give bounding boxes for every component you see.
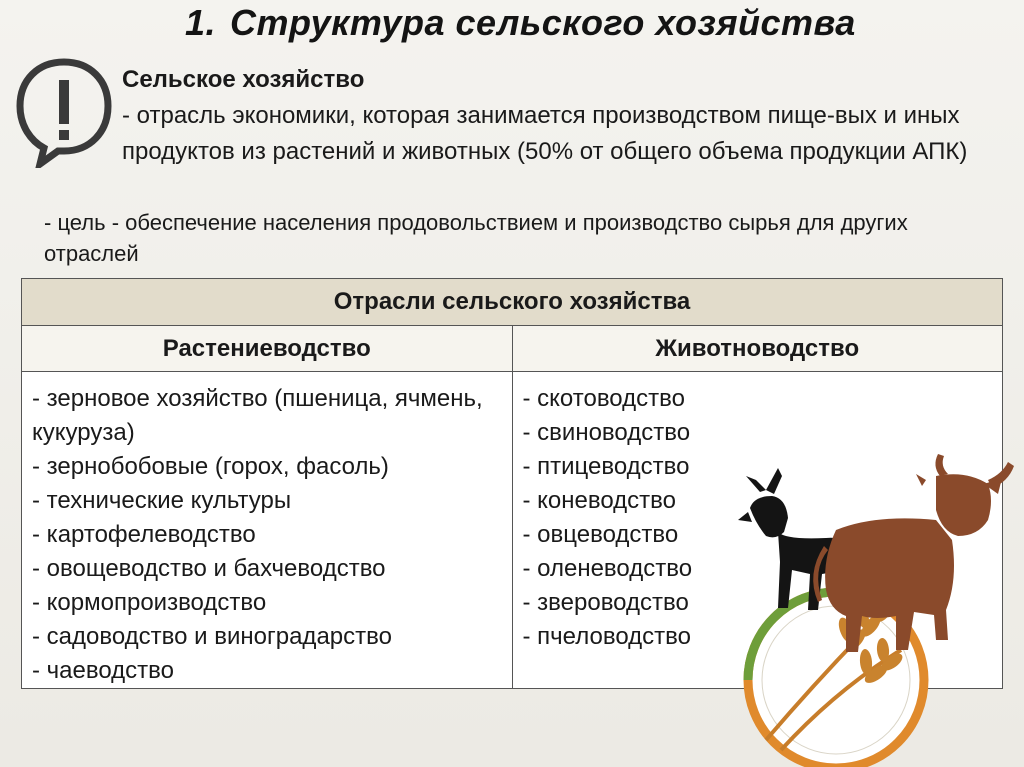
list-item: - свиноводство [522, 419, 691, 446]
plants-cell [22, 372, 513, 689]
definition-block [122, 62, 982, 170]
exclamation-speech-bubble-icon [14, 58, 114, 168]
table-body-row [22, 372, 1003, 689]
animals-cell [512, 372, 1003, 689]
title-number: 1. [185, 2, 217, 43]
slide-title [185, 2, 856, 44]
list-item: - оленеводство [522, 555, 693, 582]
column-header-animals: Животноводство [512, 326, 1003, 372]
list-item: - зернобобовые (горох, фасоль) [32, 453, 389, 480]
definition-term: Сельское хозяйство [122, 66, 365, 93]
list-item: - пчеловодство [522, 623, 691, 650]
list-item: - технические культуры [32, 487, 292, 514]
list-item: - картофелеводство [32, 521, 256, 548]
list-item: - скотоводство [522, 385, 685, 412]
table-subheader-row [22, 326, 1003, 372]
table-header: Отрасли сельского хозяйства [22, 279, 1003, 326]
list-item: - зерновое хозяйство (пшеница, ячмень, кукуруза) [32, 385, 483, 446]
list-item: - чаеводство [32, 657, 174, 684]
branches-table [21, 278, 1003, 689]
list-item: - кормопроизводство [32, 589, 267, 616]
definition-text: - отрасль экономики, которая занимается производством пище-вых и иных продуктов из растений и животных (50% от общего объема продукции АПК) [122, 102, 968, 165]
list-item: - овцеводство [522, 521, 679, 548]
animals-list [523, 382, 1003, 654]
list-item: - звероводство [522, 589, 689, 616]
list-item: - овощеводство и бахчеводство [32, 555, 386, 582]
list-item: - садоводство и виноградарство [32, 623, 392, 650]
goal-text: - цель - обеспечение населения продовольствием и производство сырья для других отраслей [44, 210, 908, 266]
title-text: Структура сельского хозяйства [230, 2, 856, 43]
table-header-row [22, 279, 1003, 326]
list-item: - птицеводство [522, 453, 690, 480]
plants-list [32, 382, 512, 688]
column-header-plants: Растениеводство [22, 326, 513, 372]
list-item: - коневодство [522, 487, 677, 514]
